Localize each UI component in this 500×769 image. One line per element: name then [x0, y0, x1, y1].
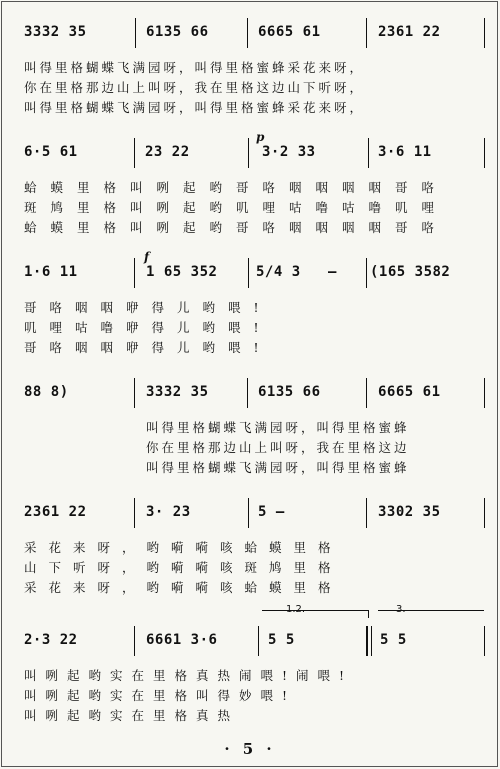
lyric-line-3: 采花来呀，哟嗬嗬咳蛤蟆里格: [24, 580, 343, 595]
barline: [366, 258, 367, 288]
lyric-line-3: 哥咯咽咽咿得儿哟喂!: [24, 340, 272, 355]
notes-row: [0, 250, 500, 286]
lyric-line-1: 采花来呀，哟嗬嗬咳蛤蟆里格: [24, 540, 343, 555]
measure-4: 3·6 11: [378, 144, 432, 160]
lyric-line-1: 叫得里格蝴蝶飞满园呀，叫得里格蜜蜂: [146, 420, 410, 435]
lyric-line-3: 蛤蟆里格叫咧起哟哥咯咽咽咽咽哥咯: [24, 220, 449, 235]
lyric-line-3: 叫得里格蝴蝶飞满园呀，叫得里格蜜蜂采花来呀，: [24, 100, 366, 115]
barline: [247, 18, 248, 48]
lyric-line-1: 哥咯咽咽咿得儿哟喂!: [24, 300, 272, 315]
measure-4: 5 5: [380, 632, 407, 648]
measure-2: 6661 3·6: [146, 632, 218, 648]
measure-4: 3302 35: [378, 504, 441, 520]
barline: [366, 18, 367, 48]
barline: [134, 378, 135, 408]
notes-row: [0, 504, 500, 526]
measure-2: 3· 23: [146, 504, 191, 520]
barline: [134, 258, 135, 288]
measure-3-hold: —: [328, 264, 337, 280]
barline: [371, 626, 372, 656]
measure-2: 1 65 352: [146, 264, 218, 280]
barline: [484, 18, 485, 48]
lyric-line-2: 叫咧起哟实在里格叫得妙喂!: [24, 688, 297, 703]
volta-bracket-end: [368, 610, 369, 618]
measure-3: 5 5: [268, 632, 295, 648]
notes-row: [0, 130, 500, 166]
lyric-line-1: 蛤蟆里格叫咧起哟哥咯咽咽咽咽哥咯: [24, 180, 449, 195]
lyric-line-2: 山下听呀，哟嗬嗬咳斑鸠里格: [24, 560, 343, 575]
barline: [248, 498, 249, 528]
measure-4: (165 3582: [370, 264, 451, 280]
barline: [484, 138, 485, 168]
lyric-line-1: 叫得里格蝴蝶飞满园呀，叫得里格蜜蜂采花来呀，: [24, 60, 366, 75]
measure-1: 2361 22: [24, 504, 87, 520]
notes-row: [0, 384, 500, 406]
lyric-line-2: 斑鸠里格叫咧起哟叽哩咕噜咕噜叽哩: [24, 200, 449, 215]
volta-bracket: [378, 610, 484, 611]
measure-1: 1·6 11: [24, 264, 78, 280]
barline: [248, 138, 249, 168]
barline: [484, 626, 485, 656]
barline: [134, 498, 135, 528]
measure-2: 3332 35: [146, 384, 209, 400]
measure-4: 6665 61: [378, 384, 441, 400]
notes-row: [0, 24, 500, 46]
barline: [366, 378, 367, 408]
lyric-line-3: 叫咧起哟实在里格真热: [24, 708, 240, 723]
dynamic-marking: f: [144, 250, 150, 264]
barline: [134, 626, 135, 656]
measure-1: 88 8): [24, 384, 69, 400]
measure-2: 23 22: [145, 144, 190, 160]
lyric-line-2: 你在里格那边山上叫呀，我在里格这边山下听呀，: [24, 80, 366, 95]
measure-3: 6665 61: [258, 24, 321, 40]
lyric-line-2: 叽哩咕噜咿得儿哟喂!: [24, 320, 272, 335]
barline: [258, 626, 259, 656]
barline: [366, 498, 367, 528]
measure-1: 6·5 61: [24, 144, 78, 160]
repeat-barline: [366, 626, 368, 656]
lyric-line-1: 叫咧起哟实在里格真热闹喂!闹喂!: [24, 668, 354, 683]
barline: [368, 138, 369, 168]
measure-3: 6135 66: [258, 384, 321, 400]
measure-4: 2361 22: [378, 24, 441, 40]
barline: [248, 258, 249, 288]
measure-2: 6135 66: [146, 24, 209, 40]
dynamic-marking: p: [256, 130, 265, 144]
barline: [134, 138, 135, 168]
measure-1: 2·3 22: [24, 632, 78, 648]
lyric-line-2: 你在里格那边山上叫呀，我在里格这边: [146, 440, 410, 455]
page-number: · 5 ·: [224, 740, 276, 758]
measure-3: 3·2 33: [262, 144, 316, 160]
lyric-line-3: 叫得里格蝴蝶飞满园呀，叫得里格蜜蜂: [146, 460, 410, 475]
measure-3: 5 —: [258, 504, 285, 520]
barline: [484, 378, 485, 408]
barline: [135, 18, 136, 48]
measure-3: 5/4 3: [256, 264, 301, 280]
volta-bracket: [262, 610, 368, 611]
notes-row: [0, 632, 500, 654]
barline: [484, 498, 485, 528]
measure-1: 3332 35: [24, 24, 87, 40]
barline: [247, 378, 248, 408]
